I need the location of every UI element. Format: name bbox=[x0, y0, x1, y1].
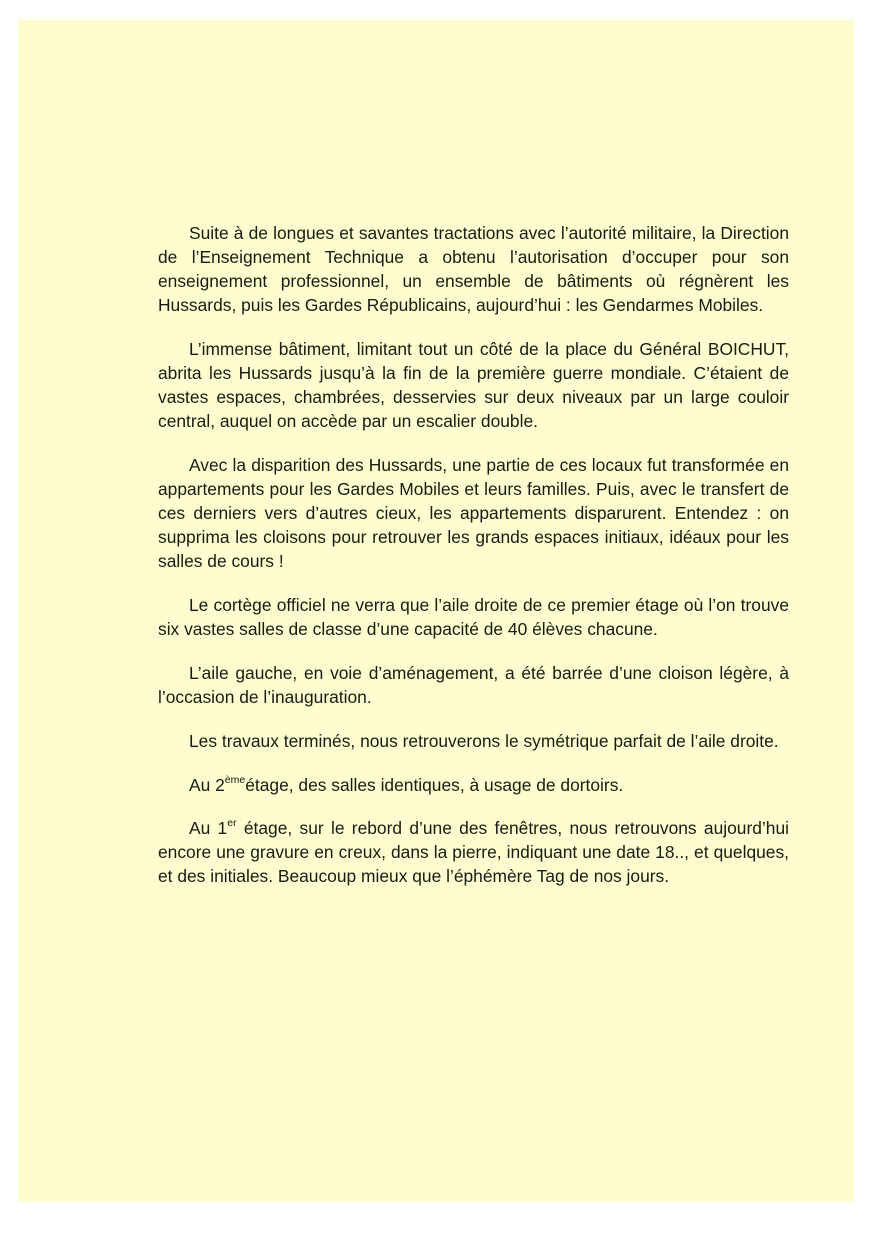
paragraph-cortege: Le cortège officiel ne verra que l’aile droite de ce premier étage où l’on trouve six vastes salles de classe d’une capacité de 40 élèves chacune. bbox=[158, 595, 789, 639]
paragraph-left-wing: L’aile gauche, en voie d’aménagement, a été barrée d’une cloison légère, à l’occasion de l’inauguration. bbox=[158, 663, 789, 707]
body-text bbox=[158, 221, 789, 908]
first-floor-superscript: er bbox=[227, 817, 237, 829]
paragraph-second-floor bbox=[158, 773, 789, 797]
first-floor-prefix: Au 1 bbox=[189, 818, 228, 838]
paragraph-intro: Suite à de longues et savantes tractations avec l’autorité militaire, la Direction de l’Enseignement Technique a obtenu l’autorisation d’occuper pour son enseignement professionnel, un ensemble de bâtiments où régnèrent les Hussards, puis les Gardes Républicains, aujourd’hui : les Gendarmes Mobiles. bbox=[158, 223, 789, 315]
second-floor-superscript: ème bbox=[224, 774, 246, 786]
first-floor-text: étage, sur le rebord d’une des fenêtres, nous retrouvons aujourd’hui encore une gravure en creux, dans la pierre, indiquant une date 18.., et quelques, et des initiales. Beaucoup mieux que l’éphémère Tag de nos jours. bbox=[158, 818, 789, 886]
paragraph-first-floor bbox=[158, 816, 789, 888]
paragraph-building: L’immense bâtiment, limitant tout un côté de la place du Général BOICHUT, abrita les Hussards jusqu’à la fin de la première guerre mondiale. C’étaient de vastes espaces, chambrées, desservies sur deux niveaux par un large couloir central, auquel on accède par un escalier double. bbox=[158, 339, 789, 431]
paragraph-works: Les travaux terminés, nous retrouverons le symétrique parfait de l’aile droite. bbox=[189, 731, 779, 751]
second-floor-text: étage, des salles identiques, à usage de dortoirs. bbox=[245, 775, 624, 795]
second-floor-prefix: Au 2 bbox=[189, 775, 225, 795]
paragraph-apartments: Avec la disparition des Hussards, une partie de ces locaux fut transformée en appartements pour les Gardes Mobiles et leurs familles. Puis, avec le transfert de ces derniers vers d’autres cieux, les appartements disparurent. Entendez : on supprima les cloisons pour retrouver les grands espaces initiaux, idéaux pour les salles de cours ! bbox=[158, 455, 789, 571]
document-page bbox=[18, 20, 854, 1202]
